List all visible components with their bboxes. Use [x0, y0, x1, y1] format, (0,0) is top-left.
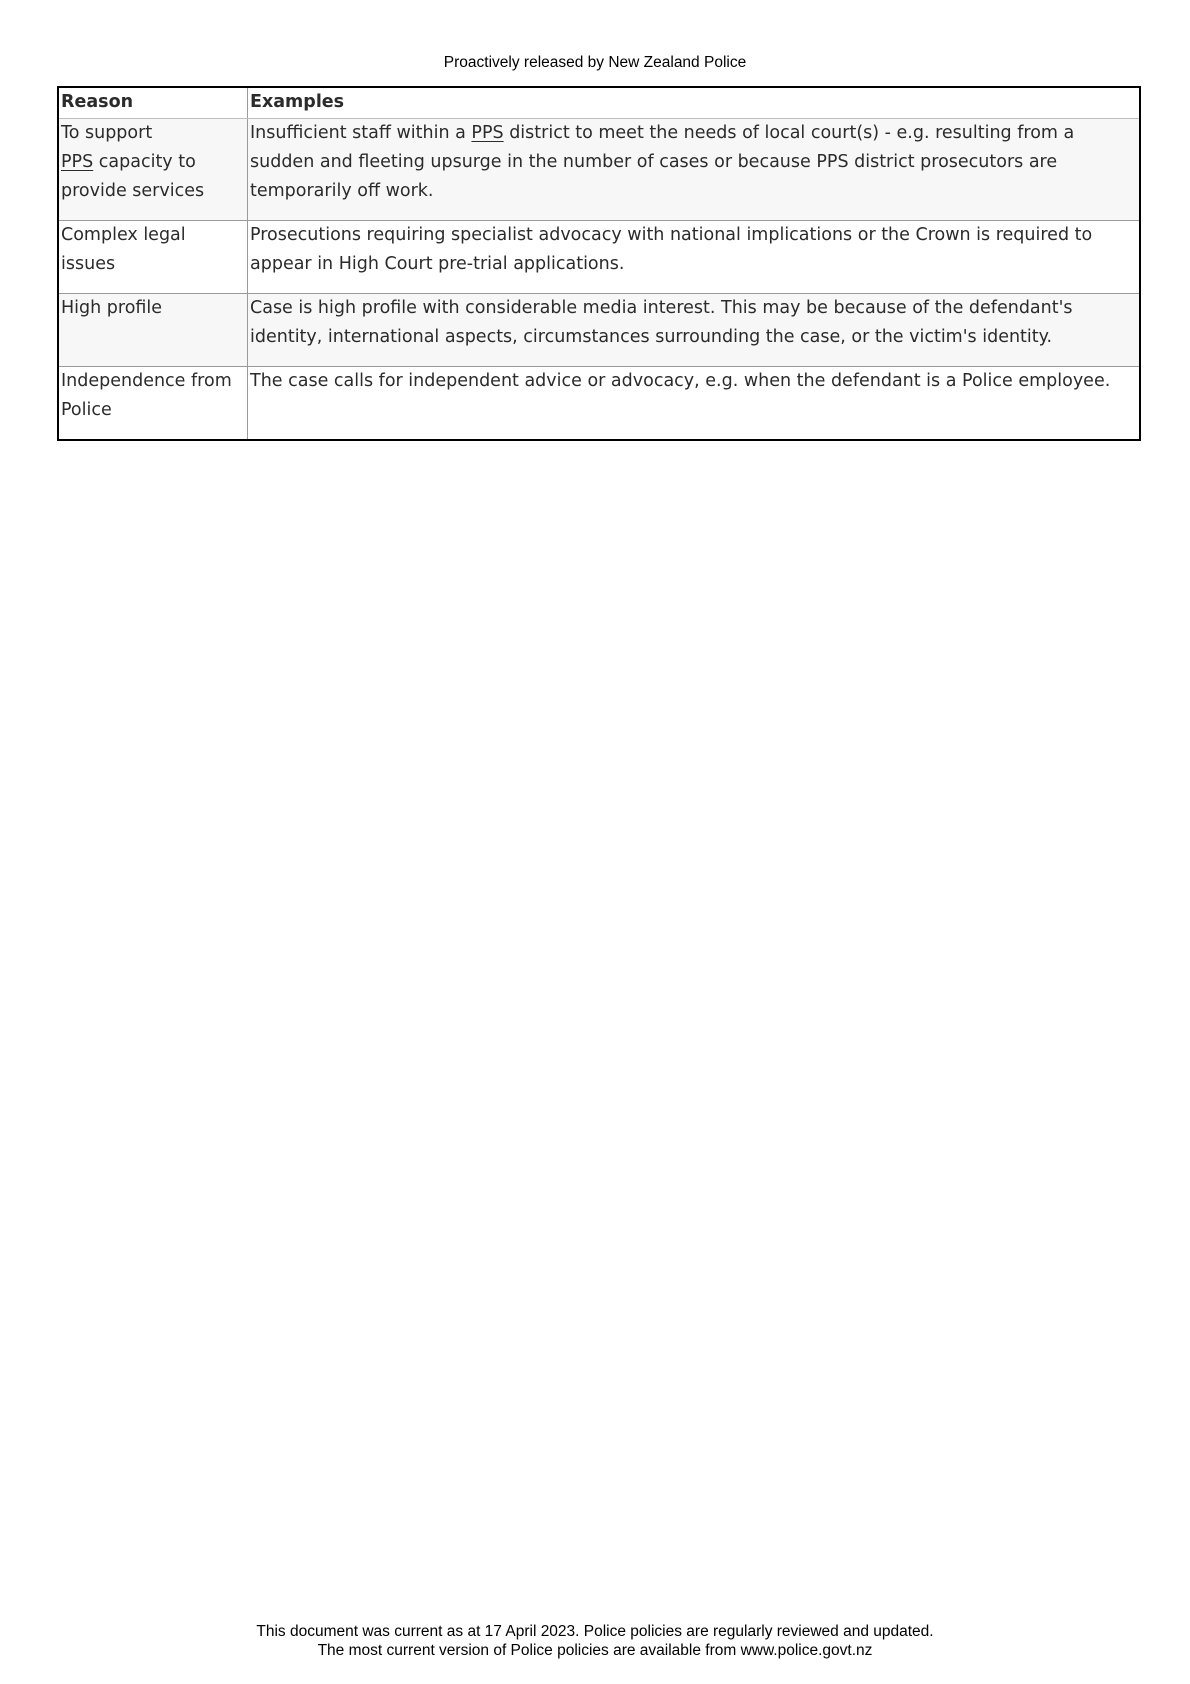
reason-cell: Complex legal issues	[58, 221, 248, 294]
table-row	[58, 119, 1140, 221]
example-cell: The case calls for independent advice or advocacy, e.g. when the defendant is a Police employee.	[248, 367, 1141, 441]
table-row	[58, 294, 1140, 367]
example-text: district to meet the needs of local court(s) - e.g. resulting from a sudden and fleeting upsurge in the number of cases or because PPS district prosecutors are temporarily off work.	[250, 123, 1075, 201]
pps-abbreviation: PPS	[471, 123, 504, 143]
table-row	[58, 367, 1140, 441]
example-cell: Case is high profile with considerable media interest. This may be because of the defendant's identity, international aspects, circumstances surrounding the case, or the victim's identity.	[248, 294, 1141, 367]
example-cell: Prosecutions requiring specialist advocacy with national implications or the Crown is required to appear in High Court pre-trial applications.	[248, 221, 1141, 294]
footer-source-note: The most current version of Police policies are available from www.police.govt.nz	[317, 1642, 873, 1659]
reason-cell: Independence from Police	[58, 367, 248, 441]
page-footer	[0, 1622, 1190, 1660]
footer-currency-note: This document was current as at 17 April 2023. Police policies are regularly reviewed and updated.	[256, 1623, 934, 1640]
column-header-reason: Reason	[58, 87, 248, 119]
column-header-examples: Examples	[248, 87, 1141, 119]
reasons-table	[57, 86, 1141, 441]
example-text: Insufficient staff within a	[250, 123, 472, 143]
reason-text: capacity to provide services	[61, 152, 205, 201]
reason-cell	[58, 119, 248, 221]
reason-text: To support	[61, 123, 153, 143]
release-header: Proactively released by New Zealand Police	[443, 54, 747, 71]
example-cell	[248, 119, 1141, 221]
table-header-row	[58, 87, 1140, 119]
table-row	[58, 221, 1140, 294]
reason-cell: High profile	[58, 294, 248, 367]
pps-abbreviation: PPS	[61, 152, 94, 172]
